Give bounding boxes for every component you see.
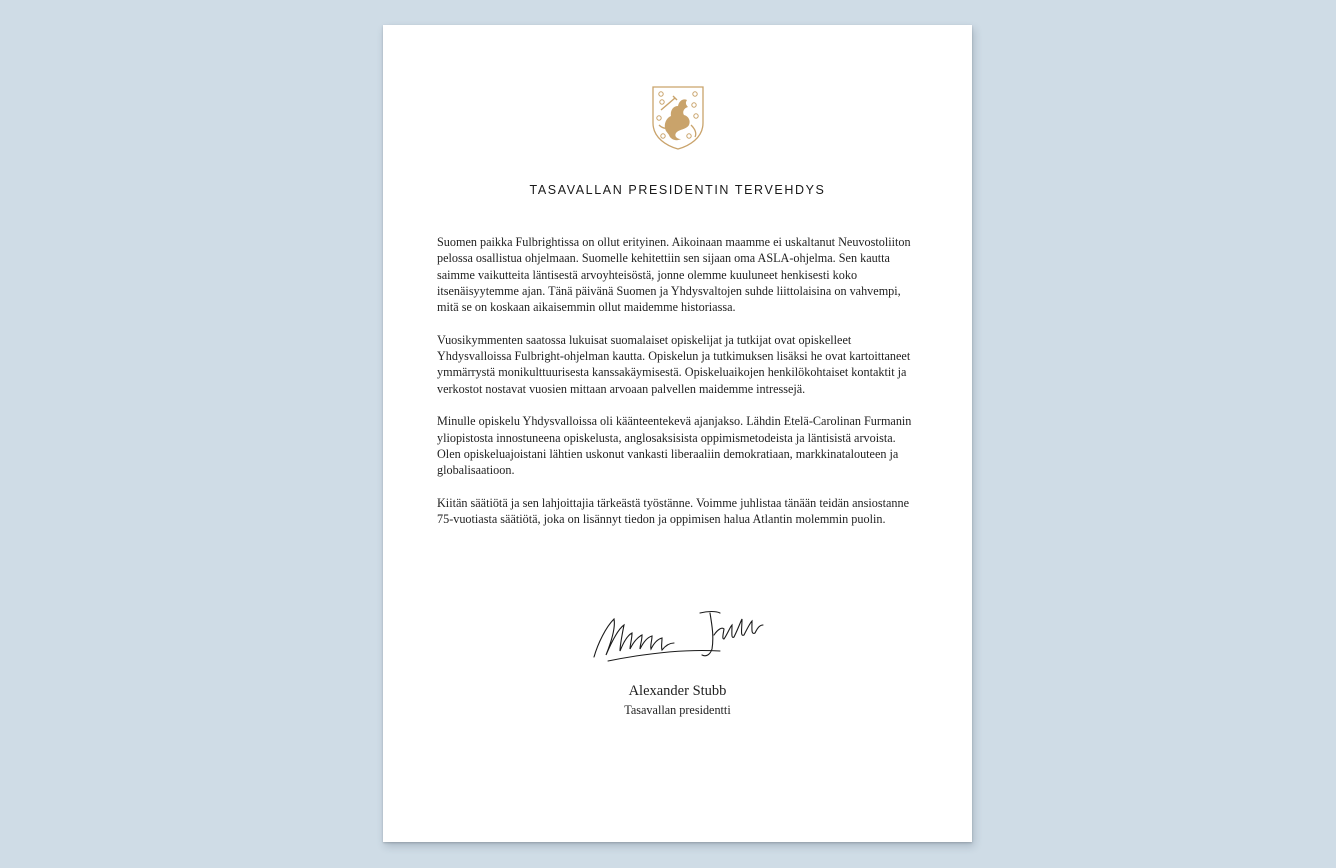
signer-name: Alexander Stubb — [628, 683, 727, 699]
paragraph: Vuosikymmenten saatossa lukuisat suomalaiset opiskelijat ja tutkijat ovat opiskelleet Yhdysvalloissa Fulbright-ohjelman kautta. Opiskelun ja tutkimuksen lisäksi he ovat kartoittaneet ymmärrystä monikulttuurisesta kanssakäymisestä. Opiskeluaikojen henkilökohtaiset kontaktit ja verkostot nostavat vuosien mittaan arvoaan palvellen maidemme intressejä. — [437, 332, 911, 396]
paragraph: Suomen paikka Fulbrightissa on ollut erityinen. Aikoinaan maamme ei uskaltanut Neuvostoliiton pelossa osallistua ohjelmaan. Suomelle kehitettiin sen sijaan oma ASLA-ohjelma. Sen kautta saimme vaikutteita läntisestä arvoyhteisöstä, jonne olemme kuuluneet henkisesti koko itsenäisyytemme ajan. Tänä päivänä Suomen ja Yhdysvaltojen suhde liittolaisina on vahvempi, mitä se on koskaan aikaisemmin ollut maidemme historiassa. — [437, 235, 911, 315]
signer-title: Tasavallan presidentti — [624, 703, 731, 717]
letter-heading: TASAVALLAN PRESIDENTIN TERVEHDYS — [529, 183, 826, 197]
coat-of-arms-crest — [651, 85, 705, 151]
letter-page — [383, 25, 972, 842]
paragraph: Minulle opiskelu Yhdysvalloissa oli käänteentekevä ajanjakso. Lähdin Etelä-Carolinan Furmanin yliopistosta innostuneena opiskelusta, anglosaksisista oppimismetodeista ja läntisistä arvoista. Olen opiskeluajoistani lähtien uskonut vankasti liberaaliin demokratiaan, markkinatalouteen ja globalisaatioon. — [437, 414, 912, 478]
letter-body — [437, 234, 919, 544]
handwritten-signature — [588, 605, 773, 667]
paragraph: Kiitän säätiötä ja sen lahjoittajia tärkeästä työstänne. Voimme juhlistaa tänään teidän ansiostanne 75-vuotiasta säätiötä, joka on lisännyt tiedon ja oppimisen halua Atlantin molemmin puolin. — [437, 495, 910, 527]
